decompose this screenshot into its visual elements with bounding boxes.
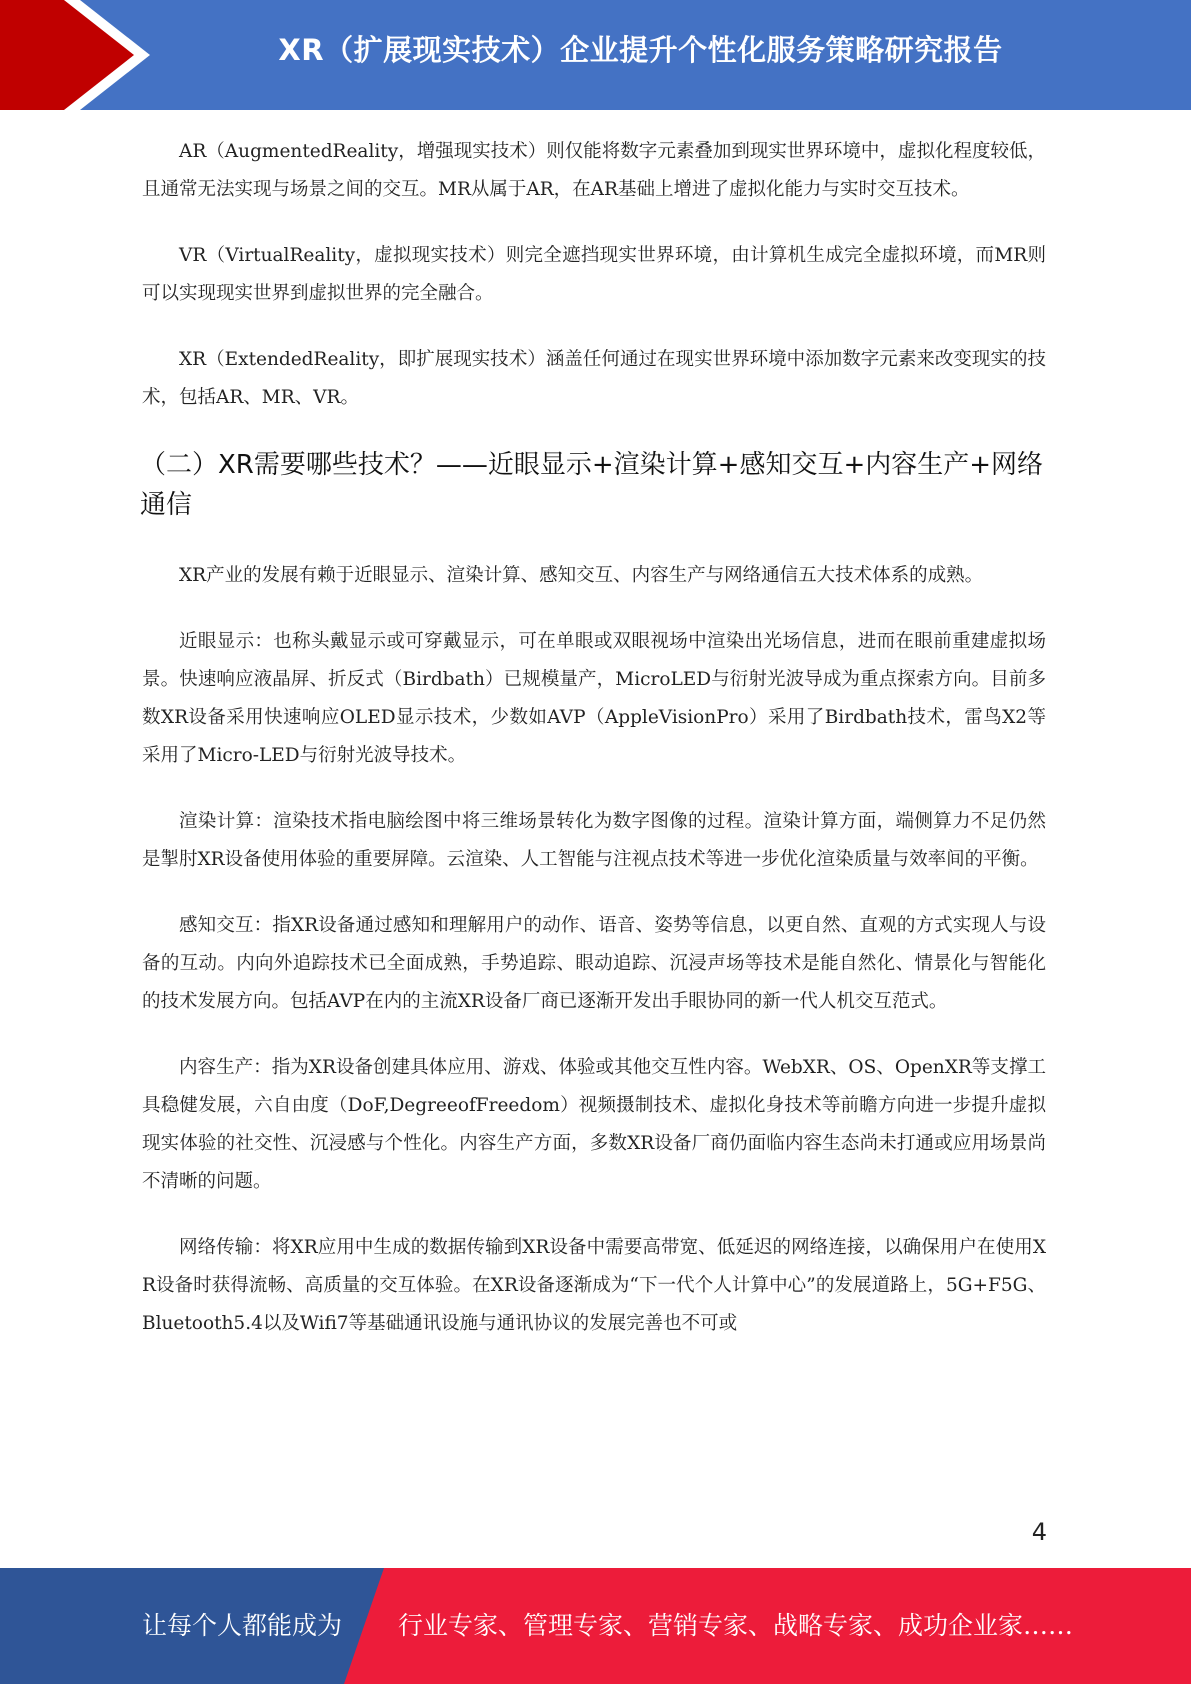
page-footer [0,1568,1191,1684]
paragraph-xr: XR（ExtendedReality，即扩展现实技术）涵盖任何通过在现实世界环境中添加数字元素来改变现实的技术，包括AR、MR、VR。 [142,349,1046,408]
paragraph-industry: XR产业的发展有赖于近眼显示、渲染计算、感知交互、内容生产与网络通信五大技术体系的成熟。 [179,565,984,586]
paragraph-vr: VR（VirtualReality，虚拟现实技术）则完全遮挡现实世界环境，由计算机生成完全虚拟环境，而MR则可以实现现实世界到虚拟世界的完全融合。 [142,245,1046,304]
paragraph-content-production: 内容生产：指为XR设备创建具体应用、游戏、体验或其他交互性内容。WebXR、OS、OpenXR等支撑工具稳健发展，六自由度（DoF,DegreeofFreedom）视频摄制技术、虚拟化身技术等前瞻方向进一步提升虚拟现实体验的社交性、沉浸感与个性化。内容生产方面，多数XR设备厂商仍面临内容生态尚未打通或应用场景尚不清晰的问题。 [142,1057,1046,1192]
paragraph-interaction: 感知交互：指XR设备通过感知和理解用户的动作、语音、姿势等信息，以更自然、直观的方式实现人与设备的互动。内向外追踪技术已全面成熟，手势追踪、眼动追踪、沉浸声场等技术是能自然化、情景化与智能化的技术发展方向。包括AVP在内的主流XR设备厂商已逐渐开发出手眼协同的新一代人机交互范式。 [142,915,1046,1012]
report-title: XR（扩展现实技术）企业提升个性化服务策略研究报告 [278,33,1003,67]
paragraph-near-eye-display: 近眼显示：也称头戴显示或可穿戴显示，可在单眼或双眼视场中渲染出光场信息，进而在眼前重建虚拟场景。快速响应液晶屏、折反式（Birdbath）已规模量产，MicroLED与衍射光波导成为重点探索方向。目前多数XR设备采用快速响应OLED显示技术，少数如AVP（AppleVisionPro）采用了Birdbath技术，雷鸟X2等采用了Micro-LED与衍射光波导技术。 [142,631,1046,766]
paragraph-rendering: 渲染计算：渲染技术指电脑绘图中将三维场景转化为数字图像的过程。渲染计算方面，端侧算力不足仍然是掣肘XR设备使用体验的重要屏障。云渲染、人工智能与注视点技术等进一步优化渲染质量与效率间的平衡。 [142,811,1046,870]
paragraph-ar: AR（AugmentedReality，增强现实技术）则仅能将数字元素叠加到现实世界环境中，虚拟化程度较低，且通常无法实现与场景之间的交互。MR从属于AR，在AR基础上增进了虚拟化能力与实时交互技术。 [142,141,1046,200]
page-number: 4 [1031,1518,1047,1546]
footer-slogan-left: 让每个人都能成为 [142,1611,343,1640]
document-body [142,133,1046,1371]
page-header [0,0,1191,110]
section-heading: （二）XR需要哪些技术？——近眼显示+渲染计算+感知交互+内容生产+网络通信 [140,450,1044,520]
paragraph-network: 网络传输：将XR应用中生成的数据传输到XR设备中需要高带宽、低延迟的网络连接，以确保用户在使用XR设备时获得流畅、高质量的交互体验。在XR设备逐渐成为“下一代个人计算中心”的发展道路上，5G+F5G、Bluetooth5.4以及Wifi7等基础通讯设施与通讯协议的发展完善也不可或 [142,1237,1046,1334]
footer-slogan-right: 行业专家、管理专家、营销专家、战略专家、成功企业家…… [398,1611,1074,1640]
